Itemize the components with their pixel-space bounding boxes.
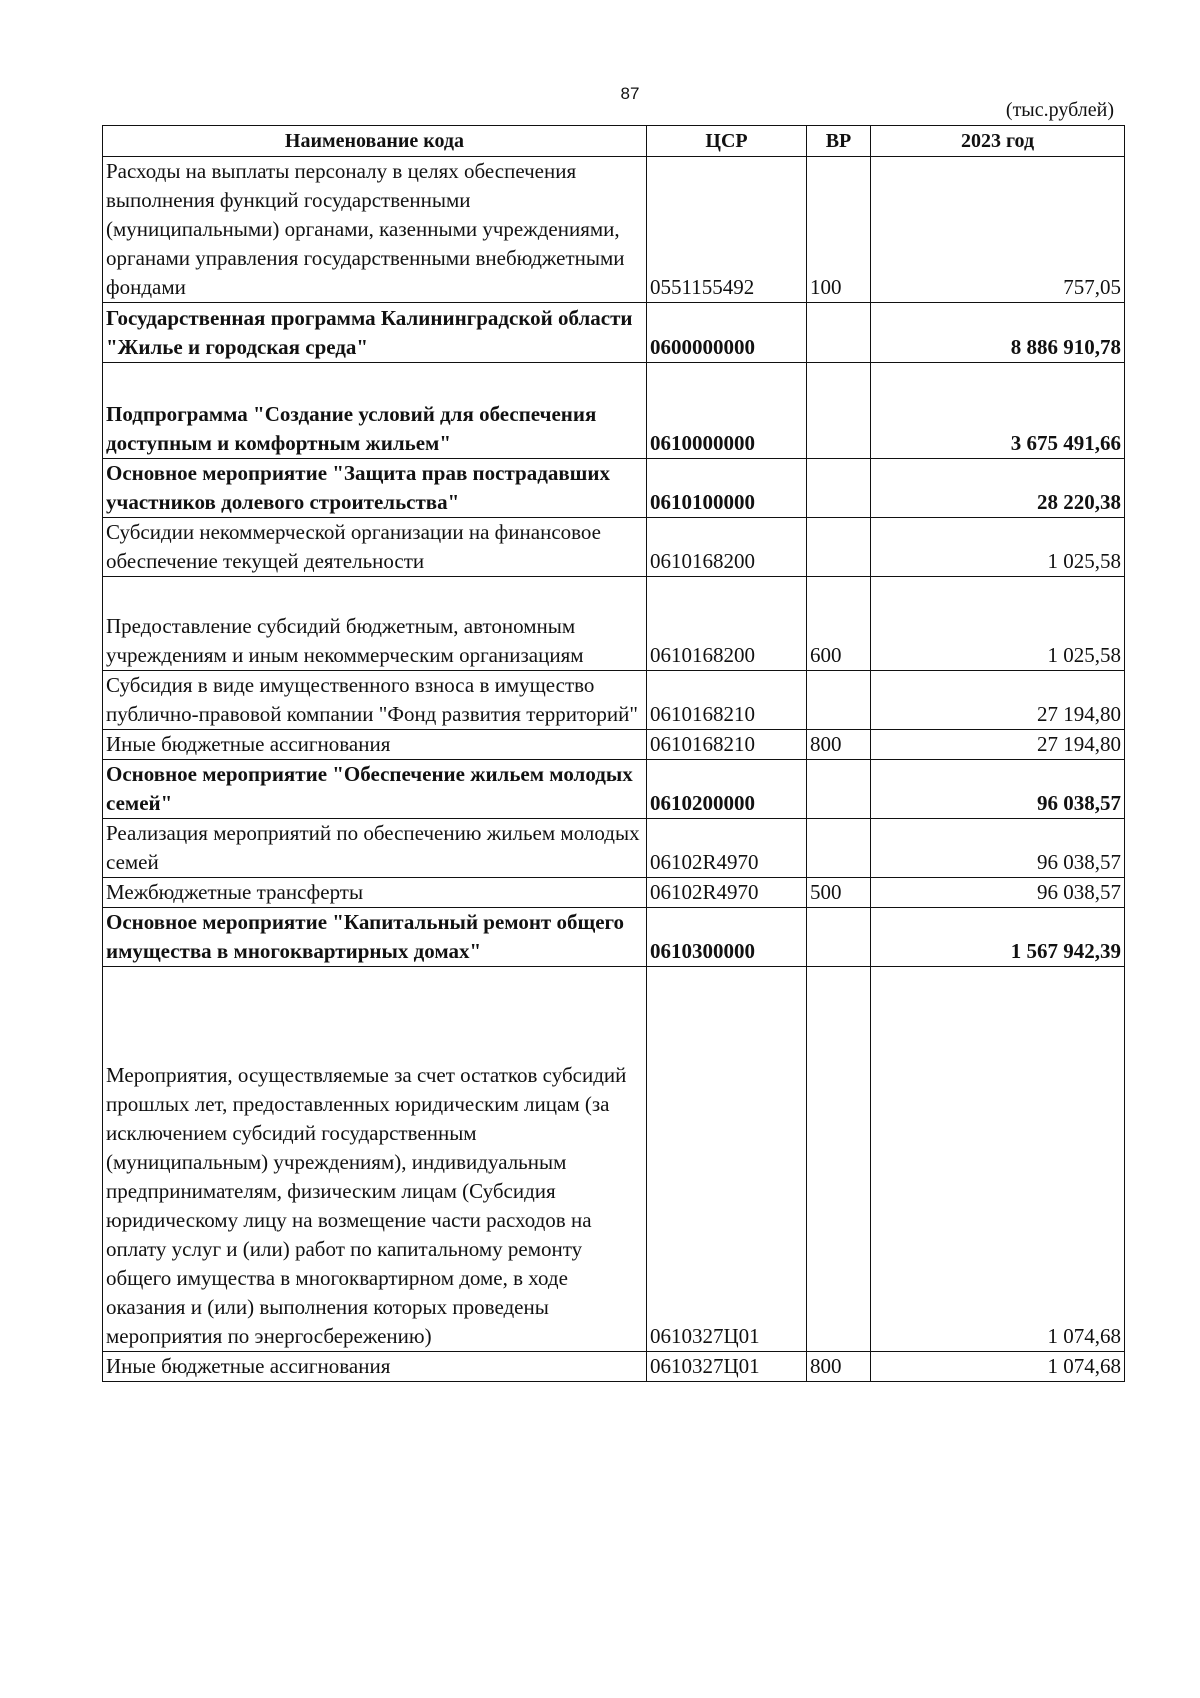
row-csr: 0610168210: [647, 671, 807, 730]
units-label: (тыс.рублей): [1005, 99, 1114, 121]
row-vr: 600: [807, 577, 871, 671]
row-name: Основное мероприятие "Обеспечение жильем молодых семей": [103, 760, 647, 819]
row-vr: [807, 819, 871, 878]
row-value: 1 567 942,39: [871, 908, 1125, 967]
table-row: [103, 730, 1125, 760]
table-row: [103, 819, 1125, 878]
header-vr: ВР: [807, 126, 871, 157]
row-csr: 0610168200: [647, 577, 807, 671]
row-vr: [807, 363, 871, 459]
row-vr: 800: [807, 730, 871, 760]
page-number: 87: [620, 84, 640, 103]
row-name: Субсидии некоммерческой организации на финансовое обеспечение текущей деятельности: [103, 518, 647, 577]
table-row: [103, 1352, 1125, 1382]
row-csr: 0600000000: [647, 303, 807, 363]
row-csr: 0551155492: [647, 157, 807, 303]
row-value: 1 074,68: [871, 1352, 1125, 1382]
row-vr: [807, 518, 871, 577]
row-csr: 0610100000: [647, 459, 807, 518]
row-value: 3 675 491,66: [871, 363, 1125, 459]
table-row: [103, 878, 1125, 908]
row-value: 96 038,57: [871, 819, 1125, 878]
table-row: [103, 967, 1125, 1352]
row-csr: 0610300000: [647, 908, 807, 967]
row-csr: 0610327Ц01: [647, 967, 807, 1352]
table-header-row: [103, 126, 1125, 157]
table-row: [103, 157, 1125, 303]
row-value: 96 038,57: [871, 760, 1125, 819]
row-name: Расходы на выплаты персоналу в целях обеспечения выполнения функций государственными (муниципальными) органами, казенными учреждениями, органами управления государственными внебюджетными фондами: [103, 157, 647, 303]
row-value: 8 886 910,78: [871, 303, 1125, 363]
row-name: Основное мероприятие "Капитальный ремонт общего имущества в многоквартирных домах": [103, 908, 647, 967]
row-csr: 0610168200: [647, 518, 807, 577]
table-row: [103, 303, 1125, 363]
row-vr: [807, 760, 871, 819]
row-name: Межбюджетные трансферты: [103, 878, 647, 908]
table-row: [103, 671, 1125, 730]
table-row: [103, 459, 1125, 518]
row-vr: 800: [807, 1352, 871, 1382]
table-row: [103, 363, 1125, 459]
header-year: 2023 год: [871, 126, 1125, 157]
row-vr: [807, 303, 871, 363]
row-csr: 0610327Ц01: [647, 1352, 807, 1382]
row-csr: 06102R4970: [647, 878, 807, 908]
table-row: [103, 577, 1125, 671]
row-vr: [807, 908, 871, 967]
header-name: Наименование кода: [103, 126, 647, 157]
row-value: 27 194,80: [871, 730, 1125, 760]
row-csr: 06102R4970: [647, 819, 807, 878]
row-name: Предоставление субсидий бюджетным, автономным учреждениям и иным некоммерческим организациям: [103, 577, 647, 671]
row-name: Иные бюджетные ассигнования: [103, 1352, 647, 1382]
row-vr: [807, 967, 871, 1352]
table-row: [103, 760, 1125, 819]
row-value: 1 074,68: [871, 967, 1125, 1352]
row-vr: [807, 459, 871, 518]
row-name: Иные бюджетные ассигнования: [103, 730, 647, 760]
row-name: Государственная программа Калининградской области "Жилье и городская среда": [103, 303, 647, 363]
row-value: 1 025,58: [871, 518, 1125, 577]
row-name: Субсидия в виде имущественного взноса в имущество публично-правовой компании "Фонд развития территорий": [103, 671, 647, 730]
row-value: 27 194,80: [871, 671, 1125, 730]
row-vr: 500: [807, 878, 871, 908]
header-csr: ЦСР: [647, 126, 807, 157]
row-name: Основное мероприятие "Защита прав пострадавших участников долевого строительства": [103, 459, 647, 518]
row-name: Мероприятия, осуществляемые за счет остатков субсидий прошлых лет, предоставленных юридическим лицам (за исключением субсидий государственным (муниципальным) учреждениям), индивидуальным предпринимателям, физическим лицам (Субсидия юридическому лицу на возмещение части расходов на оплату услуг и (или) работ по капитальному ремонту общего имущества в многоквартирном доме, в ходе оказания и (или) выполнения которых проведены мероприятия по энергосбережению): [103, 967, 647, 1352]
row-csr: 0610200000: [647, 760, 807, 819]
row-csr: 0610168210: [647, 730, 807, 760]
row-value: 96 038,57: [871, 878, 1125, 908]
row-value: 757,05: [871, 157, 1125, 303]
row-csr: 0610000000: [647, 363, 807, 459]
budget-table: [102, 125, 1125, 1382]
row-value: 28 220,38: [871, 459, 1125, 518]
row-vr: 100: [807, 157, 871, 303]
row-value: 1 025,58: [871, 577, 1125, 671]
row-name: Реализация мероприятий по обеспечению жильем молодых семей: [103, 819, 647, 878]
row-name: Подпрограмма "Создание условий для обеспечения доступным и комфортным жильем": [103, 363, 647, 459]
table-row: [103, 908, 1125, 967]
table-row: [103, 518, 1125, 577]
row-vr: [807, 671, 871, 730]
